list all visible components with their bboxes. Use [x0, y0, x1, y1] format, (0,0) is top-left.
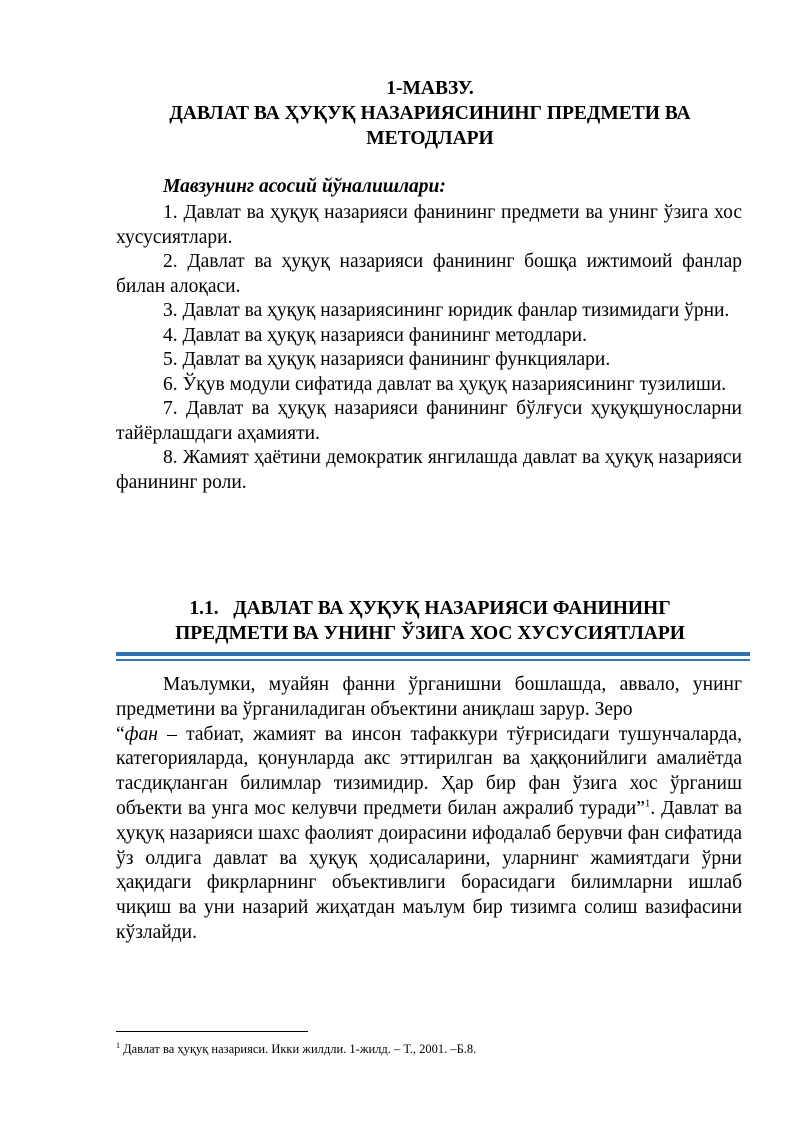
outline-item: 7. Давлат ва ҳуқуқ назарияси фанининг бўлғуси ҳуқуқшуносларни тайёрлашдаги аҳамияти.: [116, 398, 742, 444]
topic-number: 1-МАВЗУ.: [386, 78, 474, 99]
footnote-text: Давлат ва ҳуқуқ назарияси. Икки жилдли. 1-жилд. – Т., 2001. –Б.8.: [120, 1042, 477, 1056]
quote-text: – табиат, жамият ва инсон тафаккури тўғрисидаги тушунчаларда, категорияларда, қонунларда акс эттирилган ва ҳаққонийлиги амалиётда тасдиқланган билимлар тизимидир. Ҳар бир фан ўзига хос ўрганиш объекти ва унга мос келувчи предмети билан ажралиб туради”: [116, 723, 742, 819]
outline-heading: Мавзунинг асосий йўналишлари:: [163, 176, 446, 197]
outline-item: 5. Давлат ва ҳуқуқ назарияси фанининг функциялари.: [163, 349, 611, 370]
topic-title-line1: ДАВЛАТ ВА ҲУҚУҚ НАЗАРИЯСИНИНГ ПРЕДМЕТИ ВА: [169, 103, 691, 124]
topic-title-line2: МЕТОДЛАРИ: [366, 128, 494, 149]
body-paragraph: Маълумки, муайян фанни ўрганишни бошлашда, аввало, унинг предметини ва ўрганиладиган объектини аниқлаш зарур. Зеро: [116, 674, 742, 720]
section-rule-thin: [116, 659, 750, 661]
quote-term: фан: [124, 723, 158, 745]
body-paragraph-quote: [116, 723, 742, 946]
footnote-mark: 1: [116, 1040, 120, 1050]
outline-item: 2. Давлат ва ҳуқуқ назарияси фанининг бошқа ижтимоий фанлар билан алоқаси.: [116, 251, 742, 297]
section-title-line1: 1.1. ДАВЛАТ ВА ҲУҚУҚ НАЗАРИЯСИ ФАНИНИНГ: [189, 598, 671, 619]
outline-item: 1. Давлат ва ҳуқуқ назарияси фанининг предмети ва унинг ўзига хос хусусиятлари.: [116, 202, 742, 248]
footnote-separator: [116, 1031, 308, 1032]
footnote: [116, 1041, 476, 1057]
outline-item: 6. Ўқув модули сифатида давлат ва ҳуқуқ назариясининг тузилиши.: [163, 373, 727, 395]
outline-item: 4. Давлат ва ҳуқуқ назарияси фанининг методлари.: [163, 324, 587, 346]
outline-list: [116, 201, 742, 495]
outline-item: 8. Жамият ҳаётини демократик янгилашда давлат ва ҳуқуқ назарияси фанининг роли.: [116, 447, 742, 493]
section-heading: [100, 596, 760, 646]
body-text: [116, 673, 742, 946]
body-continuation: . Давлат ва ҳуқуқ назарияси шахс фаолият доирасини ифодалаб берувчи фан сифатида ўз олдига давлат ва ҳуқуқ ҳодисаларини, уларнинг жамиятдаги ўрни ҳақидаги фикрларнинг объективлиги борасидаги билимларни ишлаб чиқиш ва уни назарий жиҳатдан маълум бир тизимга солиш вазифасини кўзлайди.: [116, 797, 742, 943]
section-rule-thick: [116, 652, 750, 656]
outline-item: 3. Давлат ва ҳуқуқ назариясининг юридик фанлар тизимидаги ўрни.: [163, 300, 730, 321]
footnote-reference[interactable]: 1: [644, 797, 651, 810]
quote-open: “: [116, 723, 125, 745]
topic-heading: [100, 76, 760, 151]
section-title-line2: ПРЕДМЕТИ ВА УНИНГ ЎЗИГА ХОС ХУСУСИЯТЛАРИ: [175, 623, 685, 644]
